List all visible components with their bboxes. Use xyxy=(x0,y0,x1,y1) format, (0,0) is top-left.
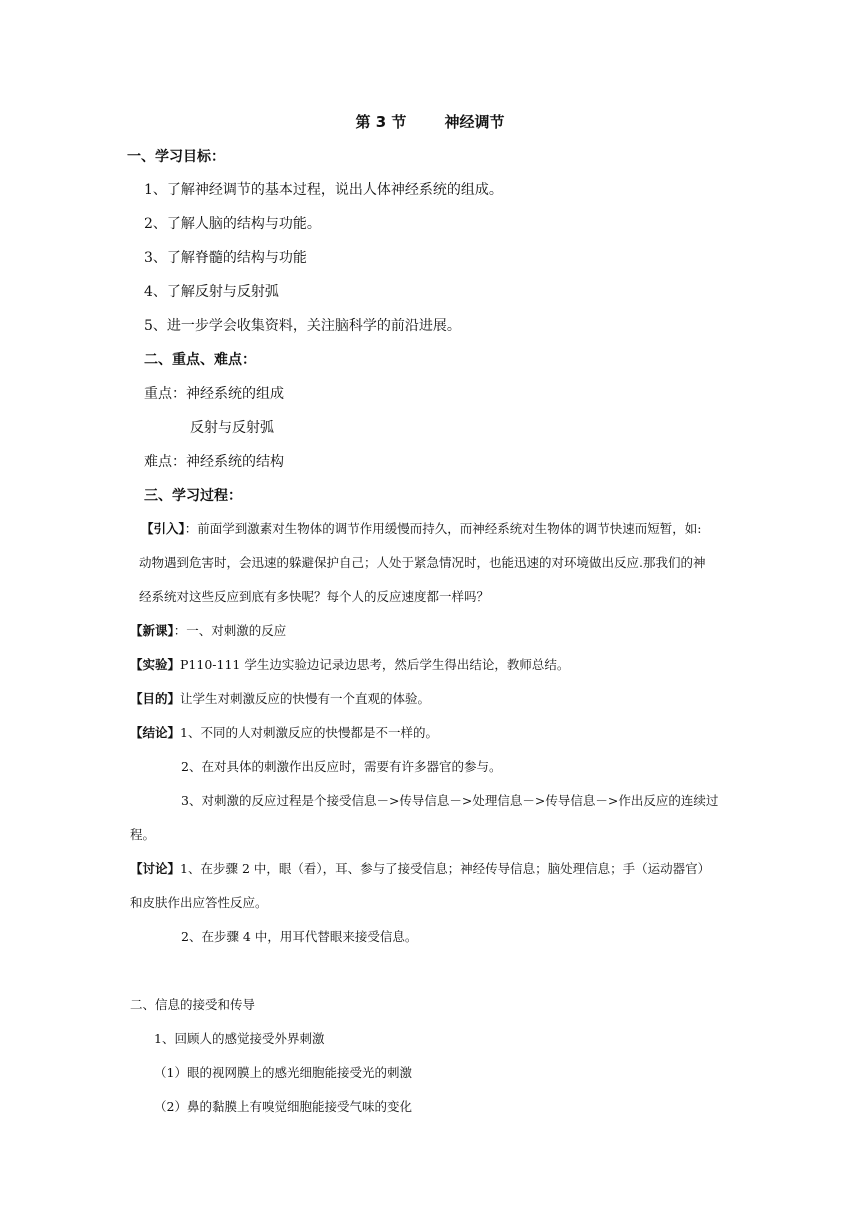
focus-line xyxy=(144,383,284,403)
process-heading: 三、学习过程： xyxy=(144,488,242,504)
page-title xyxy=(0,111,860,132)
experiment-text: P110-111 学生边实验边记录边思考，然后学生得出结论，教师总结。 xyxy=(180,657,570,672)
focus-text: 神经系统的组成 xyxy=(186,386,284,402)
part2-item: （1）眼的视网膜上的感光细胞能接受光的刺激 xyxy=(154,1065,412,1080)
conclusion-line: 3、对刺激的反应过程是个接受信息－>传导信息－>处理信息－>传导信息－>作出反应的连续过 xyxy=(181,793,719,808)
conclusion-text: 1、不同的人对刺激反应的快慢都是不一样的。 xyxy=(180,725,438,740)
objective-item: 4、了解反射与反射弧 xyxy=(144,284,279,300)
intro-line: 经系统对这些反应到底有多快呢？每个人的反应速度都一样吗？ xyxy=(139,589,490,604)
discussion-line: 和皮肤作出应答性反应。 xyxy=(130,895,268,910)
difficulty-text: 神经系统的结构 xyxy=(186,454,284,470)
purpose-text: 让学生对刺激反应的快慢有一个直观的体验。 xyxy=(180,691,431,706)
objectives-heading: 一、学习目标： xyxy=(127,149,225,165)
conclusion-line: 程。 xyxy=(130,827,156,842)
section-number: 第 3 节 xyxy=(355,113,407,131)
keypoints-heading: 二、重点、难点： xyxy=(144,352,256,368)
experiment-line xyxy=(130,655,569,673)
experiment-tag: 【实验】 xyxy=(130,657,181,672)
intro-tag: 【引入】 xyxy=(141,521,185,536)
section-name: 神经调节 xyxy=(444,113,505,131)
objective-item: 3、了解脊髓的结构与功能 xyxy=(144,250,307,266)
discussion-tag: 【讨论】 xyxy=(130,861,181,876)
focus-line-2: 反射与反射弧 xyxy=(190,420,274,436)
difficulty-line xyxy=(144,451,284,471)
objective-item: 5、进一步学会收集资料，关注脑科学的前沿进展。 xyxy=(144,318,461,334)
conclusion-tag: 【结论】 xyxy=(130,725,181,740)
focus-label: 重点： xyxy=(144,386,186,402)
newlesson-text: ：一、对刺激的反应 xyxy=(173,623,287,638)
part2-item: （2）鼻的黏膜上有嗅觉细胞能接受气味的变化 xyxy=(154,1099,412,1114)
conclusion-line xyxy=(130,723,438,741)
discussion-text: 1、在步骤 2 中，眼（看），耳、参与了接受信息；神经传导信息；脑处理信息；手（运动器官） xyxy=(180,861,711,876)
discussion-line xyxy=(130,859,710,877)
intro-text: ：前面学到激素对生物体的调节作用缓慢而持久，而神经系统对生物体的调节快速而短暂，如: xyxy=(184,521,702,536)
discussion-line: 2、在步骤 4 中，用耳代替眼来接受信息。 xyxy=(181,929,418,944)
intro-line: 动物遇到危害时，会迅速的躲避保护自己；人处于紧急情况时，也能迅速的对环境做出反应.那我们的神 xyxy=(139,555,706,570)
intro-line xyxy=(141,519,701,537)
purpose-tag: 【目的】 xyxy=(130,691,181,706)
newlesson-tag: 【新课】 xyxy=(130,623,174,638)
purpose-line xyxy=(130,689,430,707)
objective-item: 1、了解神经调节的基本过程，说出人体神经系统的组成。 xyxy=(144,182,503,198)
objective-item: 2、了解人脑的结构与功能。 xyxy=(144,216,321,232)
part2-item: 1、回顾人的感觉接受外界刺激 xyxy=(154,1031,325,1046)
newlesson-line xyxy=(130,621,286,639)
difficulty-label: 难点： xyxy=(144,454,186,470)
conclusion-line: 2、在对具体的刺激作出反应时，需要有许多器官的参与。 xyxy=(181,759,502,774)
part2-heading: 二、信息的接受和传导 xyxy=(130,997,256,1012)
